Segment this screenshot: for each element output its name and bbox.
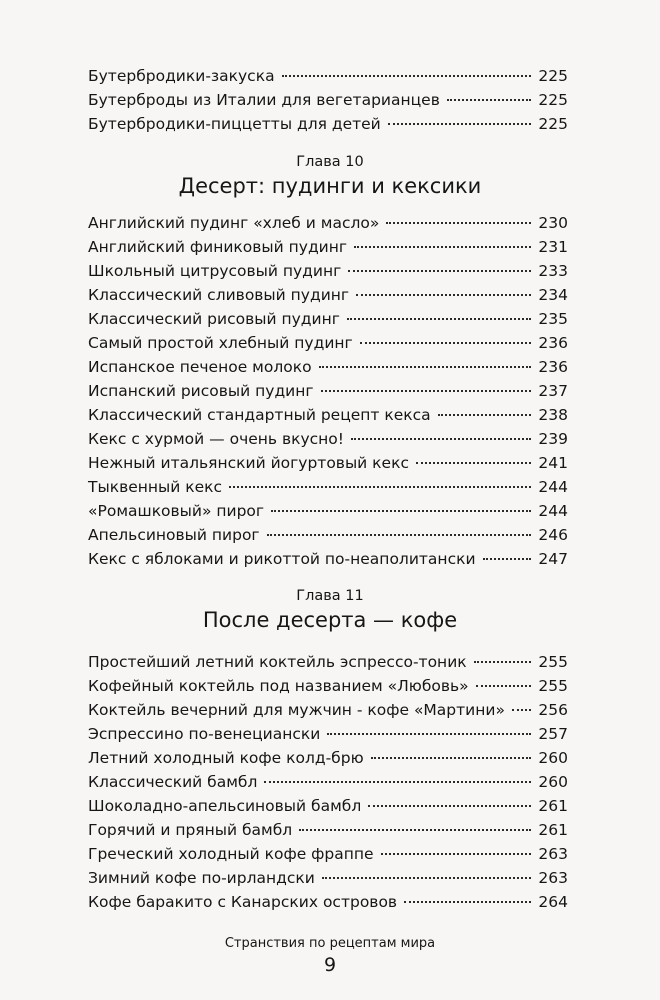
- entry-title: Шоколадно-апельсиновый бамбл: [88, 797, 362, 815]
- entry-page: 246: [538, 526, 568, 544]
- entry-page: 236: [538, 334, 568, 352]
- dot-leader: [416, 460, 531, 464]
- entry-title: Классический сливовый пудинг: [88, 286, 350, 304]
- dot-leader: [354, 244, 531, 248]
- dot-leader: [264, 779, 531, 783]
- toc-entry: [88, 842, 568, 866]
- entry-title: «Ромашковый» пирог: [88, 502, 265, 520]
- dot-leader: [271, 508, 531, 512]
- dot-leader: [321, 388, 531, 392]
- dot-leader: [438, 412, 531, 416]
- entry-title: Английский финиковый пудинг: [88, 238, 348, 256]
- entry-title: Кекс с яблоками и рикоттой по-неаполитански: [88, 550, 476, 568]
- entry-title: Бутербродики-пиццетты для детей: [88, 115, 381, 133]
- dot-leader: [381, 851, 531, 855]
- dot-leader: [512, 707, 531, 711]
- toc-entry: [88, 890, 568, 914]
- dot-leader: [229, 484, 531, 488]
- entry-page: 225: [538, 115, 568, 133]
- entry-page: 255: [538, 677, 568, 695]
- toc-entry: [88, 475, 568, 499]
- entry-title: Классический бамбл: [88, 773, 258, 791]
- dot-leader: [327, 731, 531, 735]
- toc-entry: [88, 331, 568, 355]
- entry-page: 225: [538, 67, 568, 85]
- entry-title: Горячий и пряный бамбл: [88, 821, 293, 839]
- entry-page: 263: [538, 845, 568, 863]
- entry-title: Греческий холодный кофе фраппе: [88, 845, 374, 863]
- dot-leader: [404, 899, 531, 903]
- toc-entry: [88, 866, 568, 890]
- toc-entry: [88, 307, 568, 331]
- entry-page: 247: [538, 550, 568, 568]
- toc-entry: [88, 674, 568, 698]
- entry-title: Летний холодный кофе колд-брю: [88, 749, 364, 767]
- dot-leader: [356, 292, 531, 296]
- entry-page: 264: [538, 893, 568, 911]
- entry-title: Зимний кофе по-ирландски: [88, 869, 315, 887]
- toc-entry: [88, 499, 568, 523]
- dot-leader: [483, 556, 531, 560]
- dot-leader: [348, 268, 531, 272]
- entry-title: Английский пудинг «хлеб и масло»: [88, 214, 380, 232]
- dot-leader: [347, 316, 531, 320]
- entry-page: 255: [538, 653, 568, 671]
- entry-page: 230: [538, 214, 568, 232]
- toc-entry: [88, 379, 568, 403]
- toc-entry: [88, 112, 568, 136]
- toc-list-chapter-9-tail: [88, 64, 568, 136]
- chapter-label: Глава 10: [296, 154, 364, 170]
- toc-entry: [88, 283, 568, 307]
- toc-entry: [88, 355, 568, 379]
- entry-title: Коктейль вечерний для мужчин - кофе «Мартини»: [88, 701, 505, 719]
- entry-title: Испанское печеное молоко: [88, 358, 312, 376]
- dot-leader: [476, 683, 531, 687]
- chapter-title: Десерт: пудинги и кексики: [178, 174, 482, 198]
- dot-leader: [351, 436, 531, 440]
- entry-title: Самый простой хлебный пудинг: [88, 334, 353, 352]
- entry-page: 225: [538, 91, 568, 109]
- toc-entry: [88, 698, 568, 722]
- toc-entry: [88, 818, 568, 842]
- entry-page: 257: [538, 725, 568, 743]
- dot-leader: [299, 827, 531, 831]
- entry-page: 237: [538, 382, 568, 400]
- entry-page: 231: [538, 238, 568, 256]
- entry-page: 261: [538, 821, 568, 839]
- entry-title: Апельсиновый пирог: [88, 526, 260, 544]
- entry-title: Бутербродики-закуска: [88, 67, 275, 85]
- entry-page: 260: [538, 749, 568, 767]
- chapter-label: Глава 11: [296, 588, 364, 604]
- entry-page: 239: [538, 430, 568, 448]
- toc-entry: [88, 403, 568, 427]
- entry-title: Простейший летний коктейль эспрессо-тоник: [88, 653, 467, 671]
- entry-title: Бутерброды из Италии для вегетарианцев: [88, 91, 440, 109]
- entry-page: 263: [538, 869, 568, 887]
- entry-page: 256: [538, 701, 568, 719]
- dot-leader: [319, 364, 531, 368]
- toc-entry: [88, 770, 568, 794]
- toc-entry: [88, 451, 568, 475]
- dot-leader: [368, 803, 531, 807]
- entry-page: 233: [538, 262, 568, 280]
- chapter-title: После десерта — кофе: [202, 608, 458, 632]
- toc-entry: [88, 523, 568, 547]
- toc-entry: [88, 235, 568, 259]
- entry-page: 235: [538, 310, 568, 328]
- entry-page: 260: [538, 773, 568, 791]
- dot-leader: [386, 220, 531, 224]
- dot-leader: [474, 659, 531, 663]
- dot-leader: [282, 73, 531, 77]
- toc-entry: [88, 259, 568, 283]
- toc-list-chapter-10: [88, 211, 568, 571]
- toc-entry: [88, 722, 568, 746]
- dot-leader: [447, 97, 531, 101]
- toc-entry: [88, 746, 568, 770]
- toc-entry: [88, 64, 568, 88]
- entry-page: 244: [538, 502, 568, 520]
- dot-leader: [388, 121, 531, 125]
- toc-entry: [88, 794, 568, 818]
- entry-page: 236: [538, 358, 568, 376]
- entry-page: 238: [538, 406, 568, 424]
- entry-title: Эспрессино по-венециански: [88, 725, 321, 743]
- entry-title: Классический рисовый пудинг: [88, 310, 340, 328]
- entry-page: 244: [538, 478, 568, 496]
- entry-title: Школьный цитрусовый пудинг: [88, 262, 342, 280]
- toc-entry: [88, 88, 568, 112]
- entry-page: 241: [538, 454, 568, 472]
- toc-list-chapter-11: [88, 650, 568, 914]
- entry-title: Испанский рисовый пудинг: [88, 382, 314, 400]
- dot-leader: [322, 875, 531, 879]
- entry-title: Кофейный коктейль под названием «Любовь»: [88, 677, 469, 695]
- entry-title: Нежный итальянский йогуртовый кекс: [88, 454, 409, 472]
- toc-entry: [88, 211, 568, 235]
- entry-title: Кофе баракито с Канарских островов: [88, 893, 398, 911]
- entry-title: Тыквенный кекс: [88, 478, 223, 496]
- footer-caption: Странствия по рецептам мира: [224, 936, 436, 951]
- entry-title: Классический стандартный рецепт кекса: [88, 406, 431, 424]
- dot-leader: [360, 340, 531, 344]
- toc-entry: [88, 547, 568, 571]
- entry-page: 261: [538, 797, 568, 815]
- entry-page: 234: [538, 286, 568, 304]
- entry-title: Кекс с хурмой — очень вкусно!: [88, 430, 344, 448]
- toc-entry: [88, 650, 568, 674]
- dot-leader: [267, 532, 531, 536]
- toc-entry: [88, 427, 568, 451]
- page-number: 9: [323, 954, 337, 976]
- dot-leader: [371, 755, 531, 759]
